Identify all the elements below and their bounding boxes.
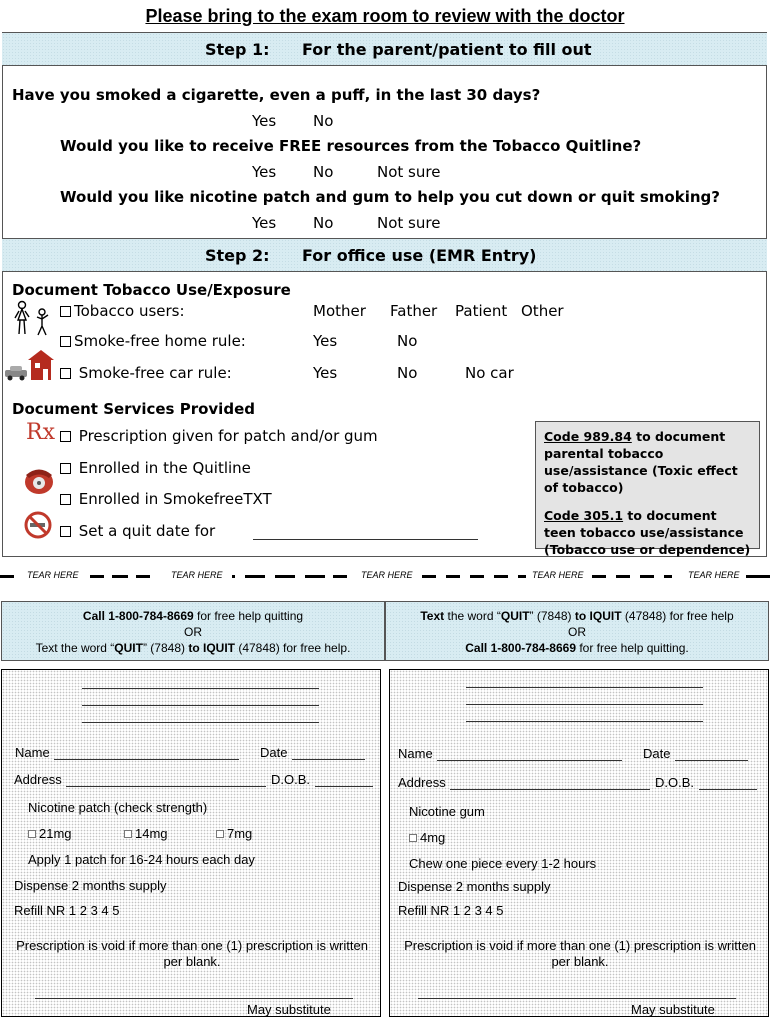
header-line [82,705,319,706]
header-line [82,722,319,723]
left-cta-box [1,601,385,661]
tobacco-use-heading: Document Tobacco Use/Exposure [12,281,291,299]
q2-yes[interactable]: Yes [252,163,277,181]
right-text-pre: the word “ [444,609,501,623]
opt-father[interactable]: Father [390,302,438,320]
left-quit: QUIT [114,641,143,655]
code-989-num: Code 989.84 [544,429,632,444]
checkbox[interactable] [60,494,71,505]
code-305-num: Code 305.1 [544,508,624,523]
q3-no[interactable]: No [313,214,334,232]
strength-21mg[interactable] [28,826,72,841]
code-305-text: to document teen tobacco use/assistance (Tobacco use or dependence) [544,508,751,557]
left-call-rest: for free help quitting [193,609,304,623]
opt-patient[interactable]: Patient [455,302,508,320]
directions: Apply 1 patch for 16-24 hours each day [28,852,255,867]
strength-7mg-label: 7mg [227,826,253,841]
service-quit-date[interactable] [60,522,215,540]
checkbox[interactable] [60,526,71,537]
q2-not-sure[interactable]: Not sure [377,163,441,181]
signature-line[interactable] [418,998,736,999]
right-cta-box [385,601,769,661]
home-yes[interactable]: Yes [313,332,338,350]
address-label: Address [398,775,446,790]
tear-label-3: TEAR HERE [361,570,413,580]
house-car-icon [4,349,54,381]
service-smokefreetxt[interactable] [60,490,272,508]
phone-icon [22,464,56,496]
service-quitline[interactable] [60,459,251,477]
home-no[interactable]: No [397,332,418,350]
question-smoked: Have you smoked a cigarette, even a puff, in the last 30 days? [12,86,541,104]
checkbox[interactable] [60,368,71,379]
dob-field[interactable] [699,789,757,790]
step2-desc: For office use (EMR Entry) [302,246,537,265]
refill[interactable]: Refill NR 1 2 3 4 5 [14,903,120,918]
address-field[interactable] [450,789,650,790]
left-text-pre: Text the word “ [35,641,115,655]
checkbox[interactable] [60,431,71,442]
no-smoking-icon [24,511,52,539]
checkbox[interactable] [409,834,417,842]
strength-4mg[interactable] [409,830,445,845]
service-quit-date-label: Set a quit date for [78,522,216,540]
home-rule-row[interactable] [60,332,246,350]
quit-date-line[interactable] [253,539,478,540]
product-label: Nicotine patch (check strength) [28,800,208,815]
code-305 [544,507,751,558]
car-no-car[interactable]: No car [465,364,514,382]
checkbox[interactable] [60,336,71,347]
tear-label-1: TEAR HERE [27,570,79,580]
left-or: OR [184,625,202,639]
right-to-iquit: to IQUIT [574,609,622,623]
step1-label: Step 1: [205,40,270,59]
address-field[interactable] [66,786,266,787]
left-call-number[interactable]: Call 1-800-784-8669 [82,609,194,623]
right-or: OR [568,625,586,639]
date-label: Date [643,746,671,761]
name-field[interactable] [437,760,622,761]
refill[interactable]: Refill NR 1 2 3 4 5 [398,903,504,918]
may-substitute: May substitute [247,1002,331,1017]
date-field[interactable] [292,759,365,760]
strength-14mg-label: 14mg [135,826,168,841]
checkbox[interactable] [28,830,36,838]
car-rule-label: Smoke-free car rule: [78,364,232,382]
may-substitute: May substitute [631,1002,715,1017]
name-label: Name [398,746,433,761]
right-quit: QUIT [500,609,530,623]
car-yes[interactable]: Yes [313,364,338,382]
service-smokefreetxt-label: Enrolled in SmokefreeTXT [78,490,272,508]
service-prescription[interactable] [60,427,378,445]
checkbox[interactable] [216,830,224,838]
rx-icon: Rx [26,420,55,445]
left-text-end: (47848) for free help. [235,641,351,655]
tear-line [0,566,770,586]
right-call-number[interactable]: Call 1-800-784-8669 [465,641,576,655]
right-text-end: (47848) for free help [621,609,734,623]
left-to-iquit: to IQUIT [188,641,235,655]
product-label: Nicotine gum [409,804,485,819]
dob-label: D.O.B. [271,772,311,787]
family-icon [12,300,54,338]
step2-label: Step 2: [205,246,270,265]
checkbox[interactable] [60,463,71,474]
header-line [466,687,703,688]
strength-4mg-label: 4mg [420,830,446,845]
header-line [466,704,703,705]
strength-21mg-label: 21mg [39,826,72,841]
rx-blank-gum [389,669,769,1017]
step1-header [2,32,767,66]
opt-other[interactable]: Other [521,302,564,320]
code-989-text: to document parental tobacco use/assistance (Toxic effect of tobacco) [544,429,738,495]
q1-yes[interactable]: Yes [252,112,277,130]
page-title: Please bring to the exam room to review with the doctor [145,6,625,26]
strength-7mg[interactable] [216,826,252,841]
question-nicotine: Would you like nicotine patch and gum to help you cut down or quit smoking? [60,188,720,206]
void-notice: Prescription is void if more than one (1) prescription is written per blank. [404,938,756,969]
tobacco-users-label: Tobacco users: [74,302,185,320]
rx-blank-patch [1,669,381,1017]
dob-field[interactable] [315,786,373,787]
right-text-mid: ” (7848) [529,609,575,623]
void-notice: Prescription is void if more than one (1) prescription is written per blank. [16,938,368,969]
date-field[interactable] [675,760,748,761]
service-prescription-label: Prescription given for patch and/or gum [78,427,378,445]
opt-mother[interactable]: Mother [313,302,366,320]
directions: Chew one piece every 1-2 hours [409,856,597,871]
date-label: Date [260,745,288,760]
strength-14mg[interactable] [124,826,168,841]
tobacco-users-row[interactable] [60,302,185,320]
tear-label-4: TEAR HERE [532,570,584,580]
q3-yes[interactable]: Yes [252,214,277,232]
q2-no[interactable]: No [313,163,334,181]
question-quitline: Would you like to receive FREE resources from the Tobacco Quitline? [60,137,642,155]
car-rule-row[interactable] [60,364,232,382]
checkbox[interactable] [124,830,132,838]
header-line [466,721,703,722]
dob-label: D.O.B. [655,775,695,790]
name-label: Name [15,745,50,760]
service-quitline-label: Enrolled in the Quitline [78,459,251,477]
step2-header [2,238,767,272]
name-field[interactable] [54,759,239,760]
step1-desc: For the parent/patient to fill out [302,40,592,59]
address-label: Address [14,772,62,787]
code-box [535,421,760,557]
services-heading: Document Services Provided [12,400,255,418]
right-text-word: Text [420,609,445,623]
home-rule-label: Smoke-free home rule: [74,332,246,350]
right-call-rest: for free help quitting. [576,641,689,655]
dispense: Dispense 2 months supply [398,879,551,894]
tear-label-5: TEAR HERE [688,570,740,580]
car-no[interactable]: No [397,364,418,382]
header-line [82,688,319,689]
left-text-mid: ” (7848) [142,641,189,655]
q3-not-sure[interactable]: Not sure [377,214,441,232]
q1-no[interactable]: No [313,112,334,130]
checkbox[interactable] [60,306,71,317]
signature-line[interactable] [35,998,353,999]
code-989 [544,428,751,496]
dispense: Dispense 2 months supply [14,878,167,893]
tear-label-2: TEAR HERE [171,570,223,580]
